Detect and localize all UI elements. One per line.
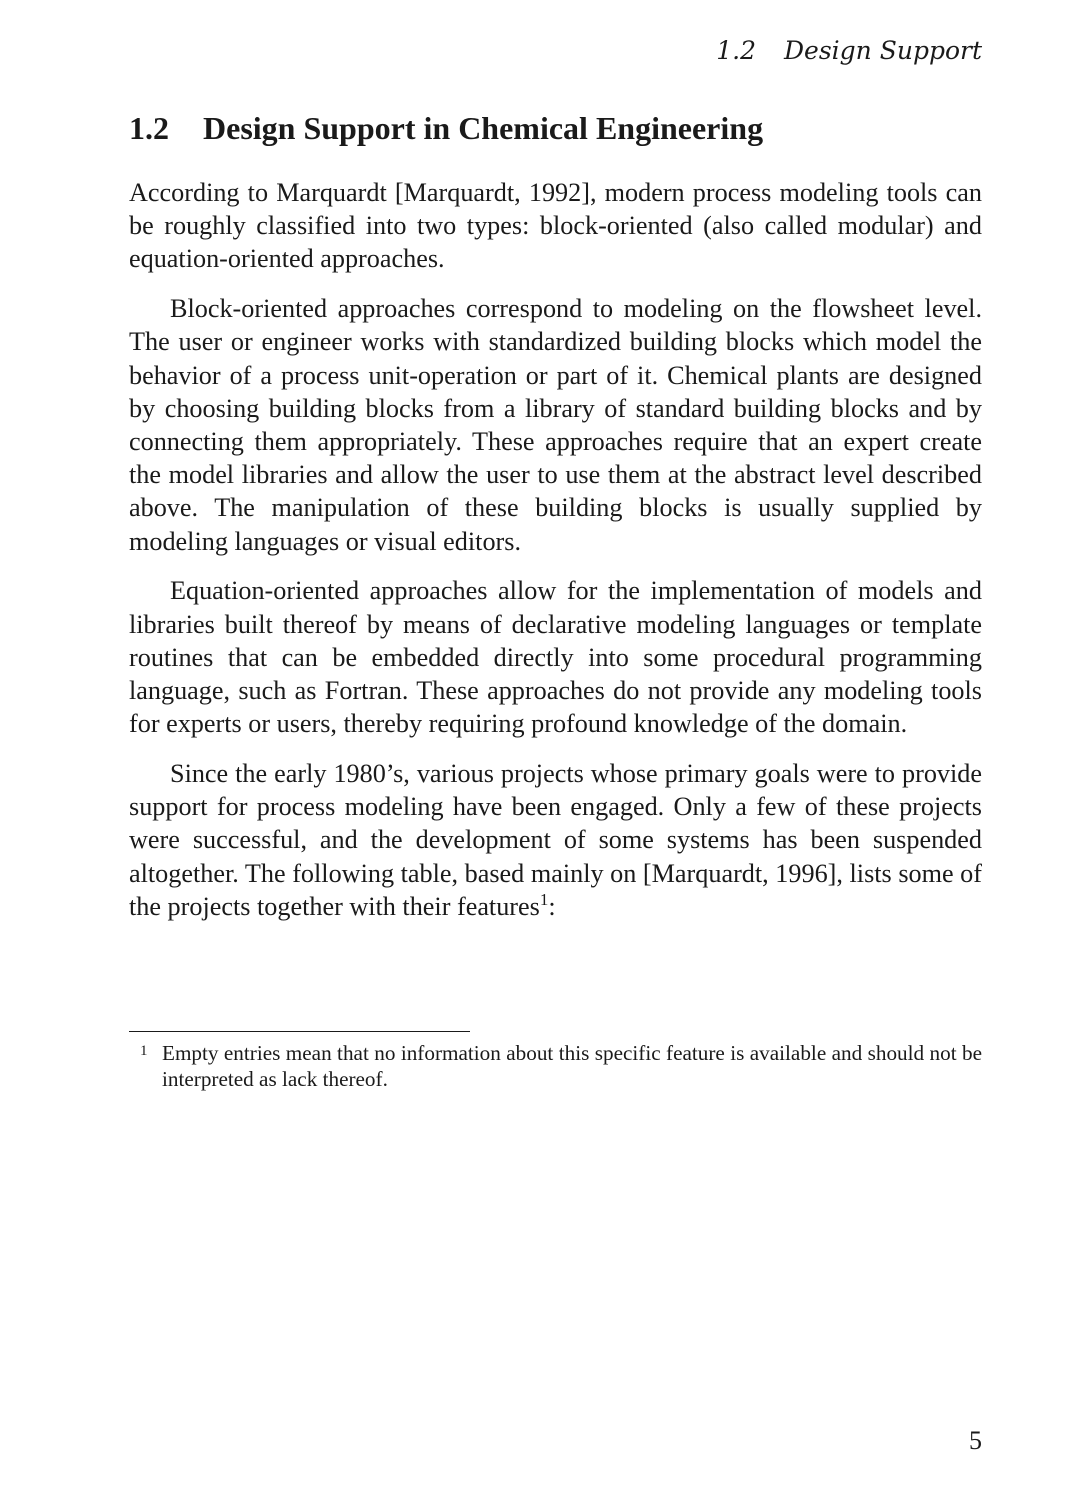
body-text xyxy=(129,176,982,923)
footnote-reference[interactable]: 1 xyxy=(539,889,549,909)
footnote-marker: 1 xyxy=(140,1043,148,1059)
section-number: 1.2 xyxy=(129,110,169,146)
page xyxy=(129,0,982,1500)
page-number: 5 xyxy=(969,1426,982,1455)
section-heading xyxy=(129,108,763,148)
section-title: Design Support in Chemical Engineering xyxy=(203,110,764,146)
footnote-divider xyxy=(129,1031,470,1032)
header-section-number: 1.2 xyxy=(716,36,756,65)
paragraph-projects-end: : xyxy=(548,891,556,921)
paragraph-equation-oriented: Equation-oriented approaches allow for the implementation of models and libraries built thereof by means of declarative modeling languages or template routines that can be embedded directly into some procedural programming language, such as Fortran. These approaches do not provide any modeling tools for experts or users, thereby requiring profound knowledge of the domain. xyxy=(129,576,982,739)
footnote-text: Empty entries mean that no information about this specific feature is available and should not be interpreted as lack thereof. xyxy=(162,1041,982,1091)
header-section-label: Design Support xyxy=(784,36,982,65)
paragraph-intro: According to Marquardt [Marquardt, 1992], modern process modeling tools can be roughly classified into two types: block-oriented (also called modular) and equation-oriented approaches. xyxy=(129,178,982,274)
running-header xyxy=(716,34,982,68)
footnote xyxy=(129,1040,982,1092)
paragraph-projects-text: Since the early 1980’s, various projects whose primary goals were to provide support for process modeling have been engaged. Only a few of these projects were successful, and the development of some systems has been suspended altogether. The following table, based mainly on [Marquardt, 1996], lists some of the projects together with their features xyxy=(129,759,982,921)
paragraph-block-oriented: Block-oriented approaches correspond to modeling on the flowsheet level. The user or engineer works with standardized building blocks which model the behavior of a process unit-operation or part of it. Chemical plants are designed by choosing building blocks from a library of standard building blocks and by connecting them appropriately. These approaches require that an expert create the model libraries and allow the user to use them at the abstract level described above. The manipulation of these building blocks is usually supplied by modeling languages or visual editors. xyxy=(129,294,982,556)
paragraph-projects xyxy=(129,757,982,923)
